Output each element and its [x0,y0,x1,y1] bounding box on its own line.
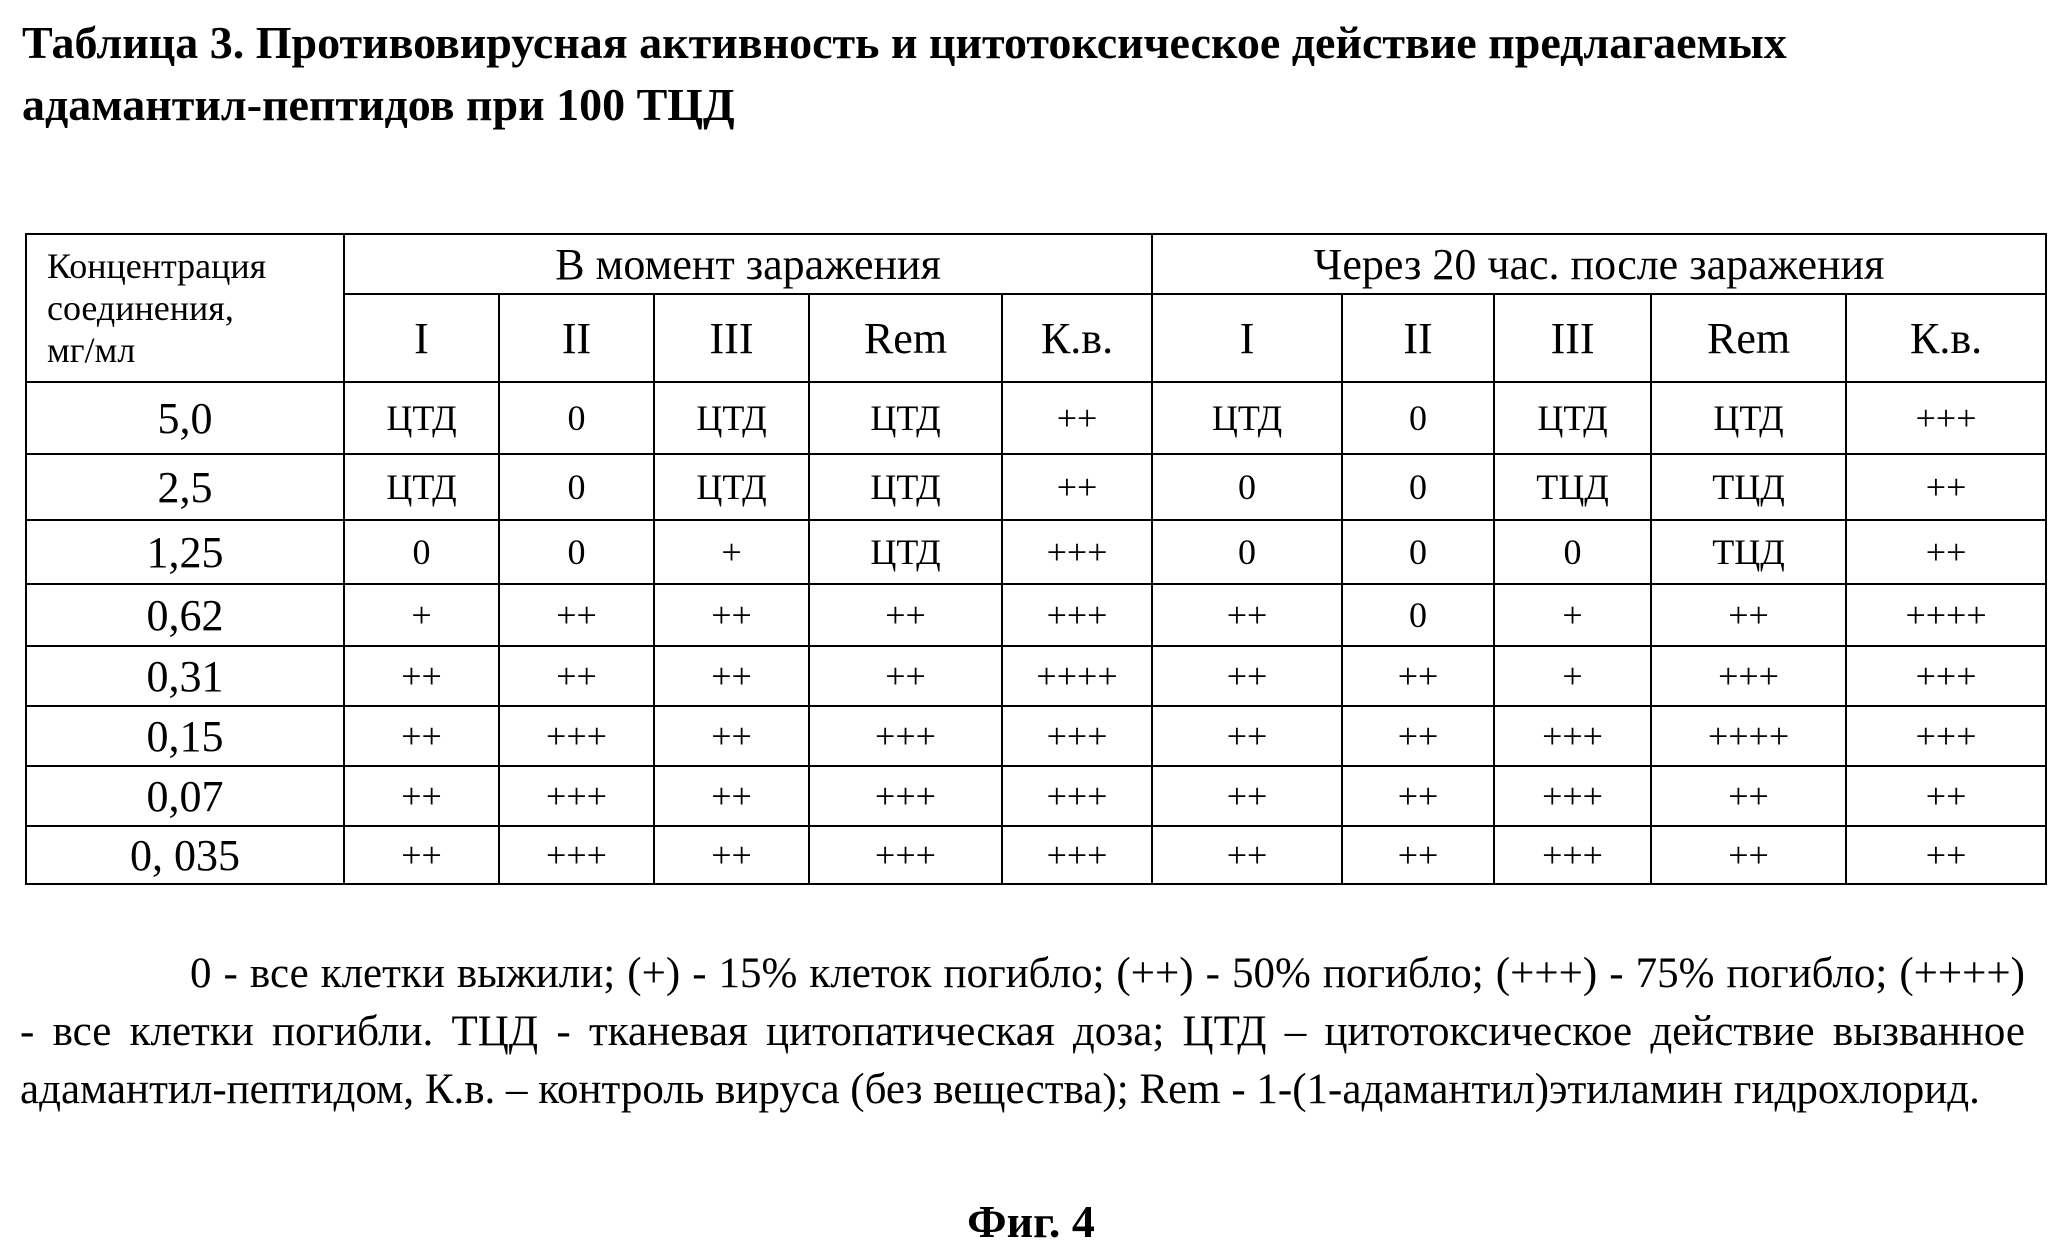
concentration-cell: 0,62 [26,584,344,646]
table-cell: +++ [1002,520,1152,584]
table-cell: ++ [1342,826,1494,884]
table-cell: ++ [344,826,499,884]
legend-text [20,945,2025,1119]
table-cell: ++ [1651,584,1846,646]
concentration-cell: 0, 035 [26,826,344,884]
table-cell: ++ [654,646,809,706]
table-cell: + [1494,584,1651,646]
table-cell: ++ [1651,826,1846,884]
table-cell: ++ [1846,826,2046,884]
table-cell: 0 [1342,382,1494,454]
concentration-cell: 5,0 [26,382,344,454]
table-cell: +++ [1002,826,1152,884]
table-cell: ++ [809,584,1002,646]
table-row [26,826,2046,884]
table-row [26,454,2046,520]
table-row [26,382,2046,454]
concentration-cell: 2,5 [26,454,344,520]
column-header: III [1494,294,1651,382]
table-cell: ++ [1846,454,2046,520]
table-title-line-2: адамантил-пептидов при 100 ТЦД [22,79,735,130]
table-cell: ++ [344,706,499,766]
table-cell: +++ [1494,706,1651,766]
table-cell: ++ [809,646,1002,706]
concentration-header-line: Концентрация [47,246,267,286]
table-cell: +++ [809,826,1002,884]
table-cell: ++ [1342,646,1494,706]
table-cell: +++ [499,706,654,766]
table-cell: ++ [1152,826,1342,884]
table-cell: +++ [1651,646,1846,706]
table-cell: ++++ [1002,646,1152,706]
concentration-cell: 0,15 [26,706,344,766]
column-header: I [1152,294,1342,382]
table-cell: 0 [499,382,654,454]
table-cell: 0 [1342,520,1494,584]
concentration-cell: 1,25 [26,520,344,584]
table-cell: +++ [1002,706,1152,766]
table-cell: +++ [809,766,1002,826]
table-cell: + [1494,646,1651,706]
column-header: II [499,294,654,382]
table-cell: +++ [1846,706,2046,766]
table-cell: 0 [499,520,654,584]
results-table [25,233,2047,885]
table-cell: ЦТД [809,454,1002,520]
table-cell: ++ [654,584,809,646]
table-cell: ++ [1651,766,1846,826]
table-cell: ТЦД [1651,520,1846,584]
column-header: III [654,294,809,382]
table-cell: ++ [1846,766,2046,826]
table-cell: ++ [1342,766,1494,826]
table-cell: ++ [654,706,809,766]
column-header: К.в. [1846,294,2046,382]
table-cell: +++ [1846,382,2046,454]
table-row [26,584,2046,646]
table-cell: ЦТД [654,382,809,454]
column-header: Rem [809,294,1002,382]
table-cell: ++ [654,826,809,884]
table-row [26,706,2046,766]
table-cell: ЦТД [809,382,1002,454]
concentration-header [26,234,344,382]
concentration-header-line: соединения, [47,288,234,328]
column-header: II [1342,294,1494,382]
table-cell: ЦТД [344,382,499,454]
table-cell: +++ [1002,584,1152,646]
table-row [26,520,2046,584]
table-cell: ++ [1152,766,1342,826]
group-header-after-20h: Через 20 час. после заражения [1152,234,2046,294]
column-header: К.в. [1002,294,1152,382]
table-cell: ЦТД [1651,382,1846,454]
table-cell: ++++ [1846,584,2046,646]
table-row [26,766,2046,826]
table-cell: ++++ [1651,706,1846,766]
concentration-cell: 0,31 [26,646,344,706]
table-title-line-1: Таблица 3. Противовирусная активность и цитотоксическое действие предлагаемых [22,17,1787,68]
table-cell: ТЦД [1494,454,1651,520]
table-row [26,646,2046,706]
table-cell: ЦТД [654,454,809,520]
table-cell: + [344,584,499,646]
table-cell: ЦТД [344,454,499,520]
figure-label: Фиг. 4 [967,1196,1095,1247]
legend-content: 0 - все клетки выжили; (+) - 15% клеток погибло; (++) - 50% погибло; (+++) - 75% погибло; (++++) - все клетки погибли. ТЦД - тканевая цитопатическая доза; ЦТД – цитотоксическое действие вызванное адамантил-пептидом, К.в. – контроль вируса (без вещества); Rem - 1-(1-адамантил)этиламин гидрохлорид. [20,950,2025,1113]
table-cell: 0 [344,520,499,584]
table-cell: +++ [1494,766,1651,826]
table-cell: ЦТД [1152,382,1342,454]
table-title [22,12,2032,136]
table-cell: ++ [1152,584,1342,646]
table-cell: + [654,520,809,584]
table-cell: ++ [344,646,499,706]
table-cell: ++ [499,584,654,646]
table-cell: +++ [1494,826,1651,884]
table-cell: +++ [499,766,654,826]
table-cell: +++ [809,706,1002,766]
table-cell: ЦТД [809,520,1002,584]
table-cell: ++ [1152,646,1342,706]
table-cell: ++ [1342,706,1494,766]
table-cell: +++ [1002,766,1152,826]
table-cell: 0 [1342,584,1494,646]
concentration-cell: 0,07 [26,766,344,826]
table-cell: ++ [1846,520,2046,584]
group-header-at-infection: В момент заражения [344,234,1152,294]
table-cell: 0 [1152,520,1342,584]
table-cell: ++ [1002,454,1152,520]
table-cell: ++ [344,766,499,826]
concentration-header-line: мг/мл [47,330,136,370]
table-cell: ++ [499,646,654,706]
table-cell: ЦТД [1494,382,1651,454]
column-header: Rem [1651,294,1846,382]
table-cell: 0 [1152,454,1342,520]
table-cell: 0 [1494,520,1651,584]
table-cell: ТЦД [1651,454,1846,520]
table-cell: ++ [1152,706,1342,766]
table-cell: +++ [499,826,654,884]
table-cell: 0 [499,454,654,520]
table-cell: +++ [1846,646,2046,706]
table-cell: ++ [654,766,809,826]
column-header: I [344,294,499,382]
table-cell: ++ [1002,382,1152,454]
table-cell: 0 [1342,454,1494,520]
